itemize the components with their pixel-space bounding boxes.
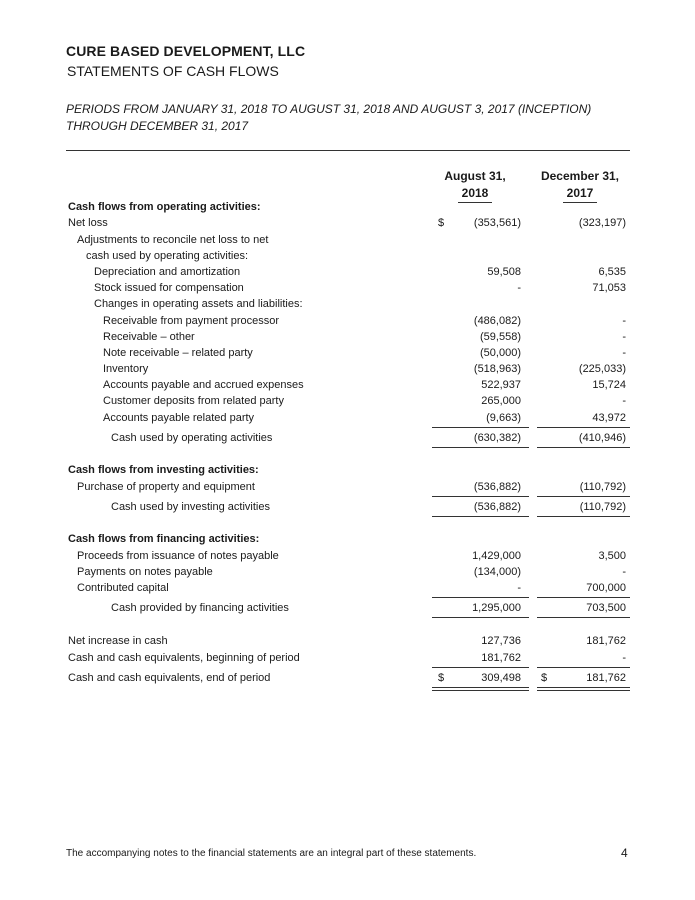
subtotal-rule: [537, 597, 630, 598]
row-label: Note receivable – related party: [103, 347, 253, 359]
table-row-subtotal: [0, 600, 695, 616]
subtotal-underline: [537, 447, 630, 448]
row-label: Cash and cash equivalents, beginning of period: [68, 652, 300, 664]
periods-line-2: THROUGH DECEMBER 31, 2017: [66, 119, 249, 133]
subtotal-rule: [432, 427, 529, 428]
value-2017: 700,000: [586, 582, 626, 594]
value-2017: -: [622, 566, 626, 578]
value-2017: 3,500: [598, 550, 626, 562]
table-row: [0, 462, 695, 478]
total-double-underline-1: [432, 687, 529, 688]
column-header-2017: [530, 168, 630, 203]
column-header-2018: [425, 168, 525, 203]
table-row-subtotal: [0, 499, 695, 515]
row-label: Accounts payable and accrued expenses: [103, 379, 304, 391]
total-rule: [537, 667, 630, 668]
value-2018: (59,558): [480, 331, 521, 343]
value-2017: 181,762: [586, 672, 626, 684]
table-row: [0, 215, 695, 231]
value-2018: 1,295,000: [472, 602, 521, 614]
subtotal-underline: [432, 447, 529, 448]
value-2017: (323,197): [578, 217, 626, 229]
value-2018: (9,663): [486, 412, 521, 424]
value-2018: (518,963): [473, 363, 521, 375]
value-2017: (410,946): [578, 432, 626, 444]
subtotal-underline: [432, 617, 529, 618]
table-row: [0, 564, 695, 580]
table-row: [0, 377, 695, 393]
value-2017: -: [622, 347, 626, 359]
section-heading-financing: Cash flows from financing activities:: [68, 533, 260, 545]
table-row: [0, 361, 695, 377]
total-rule: [432, 667, 529, 668]
value-2018: (630,382): [473, 432, 521, 444]
row-label: Payments on notes payable: [77, 566, 213, 578]
subtotal-rule: [537, 427, 630, 428]
value-2018: (353,561): [473, 217, 521, 229]
table-row: [0, 296, 695, 312]
table-row: [0, 329, 695, 345]
table-row: [0, 531, 695, 547]
footer-note: The accompanying notes to the financial statements are an integral part of these statements.: [66, 848, 477, 859]
table-row: [0, 232, 695, 248]
row-label: Net loss: [68, 217, 108, 229]
company-name: CURE BASED DEVELOPMENT, LLC: [66, 43, 306, 59]
table-row-total: [0, 670, 695, 686]
currency-symbol: $: [438, 672, 445, 684]
table-row: [0, 248, 695, 264]
value-2018: (486,082): [473, 315, 521, 327]
column-header-2018-date: August 31,: [444, 169, 506, 183]
row-label: Contributed capital: [77, 582, 169, 594]
table-row: [0, 580, 695, 596]
row-label: Changes in operating assets and liabilities:: [94, 298, 303, 310]
table-row: [0, 264, 695, 280]
subtotal-underline: [537, 617, 630, 618]
value-2018: (536,882): [473, 481, 521, 493]
row-label: Cash used by operating activities: [111, 432, 273, 444]
value-2017: 71,053: [592, 282, 626, 294]
table-row: [0, 393, 695, 409]
row-label: Inventory: [103, 363, 149, 375]
table-row: [0, 650, 695, 666]
value-2018: (50,000): [480, 347, 521, 359]
value-2017: 15,724: [592, 379, 626, 391]
subtotal-rule: [432, 597, 529, 598]
subtotal-rule: [537, 496, 630, 497]
table-row: [0, 633, 695, 649]
table-row: [0, 410, 695, 426]
value-2018: -: [517, 582, 521, 594]
table-row: [0, 313, 695, 329]
value-2017: -: [622, 315, 626, 327]
section-heading-investing: Cash flows from investing activities:: [68, 464, 259, 476]
subtotal-underline: [537, 516, 630, 517]
statement-title: STATEMENTS OF CASH FLOWS: [67, 63, 279, 79]
value-2018: (536,882): [473, 501, 521, 513]
row-label: Cash and cash equivalents, end of period: [68, 672, 271, 684]
subtotal-underline: [432, 516, 529, 517]
table-row-subtotal: [0, 430, 695, 446]
row-label: Receivable – other: [103, 331, 195, 343]
table-row: [0, 345, 695, 361]
value-2018: 59,508: [487, 266, 521, 278]
top-rule: [66, 150, 630, 151]
value-2018: 265,000: [481, 395, 521, 407]
row-label: Customer deposits from related party: [103, 395, 284, 407]
section-heading-operating: Cash flows from operating activities:: [68, 201, 261, 213]
row-label: Purchase of property and equipment: [77, 481, 255, 493]
value-2017: (225,033): [578, 363, 626, 375]
value-2018: -: [517, 282, 521, 294]
column-header-2017-year: 2017: [563, 185, 598, 203]
column-header-2018-year: 2018: [458, 185, 493, 203]
value-2017: (110,792): [579, 481, 626, 493]
page-number: 4: [621, 846, 628, 860]
subtotal-rule: [432, 496, 529, 497]
total-double-underline-1: [537, 687, 630, 688]
currency-symbol: $: [541, 672, 548, 684]
column-header-2017-date: December 31,: [540, 169, 620, 183]
value-2018: 181,762: [481, 652, 521, 664]
value-2018: 1,429,000: [472, 550, 521, 562]
row-label: Adjustments to reconcile net loss to net: [77, 234, 269, 246]
value-2017: 181,762: [586, 635, 626, 647]
value-2017: -: [622, 331, 626, 343]
row-label: Cash used by investing activities: [111, 501, 270, 513]
row-label: Cash provided by financing activities: [111, 602, 289, 614]
row-label: Stock issued for compensation: [94, 282, 244, 294]
row-label: Net increase in cash: [68, 635, 168, 647]
value-2017: 6,535: [598, 266, 626, 278]
row-label: Receivable from payment processor: [103, 315, 280, 327]
value-2018: 522,937: [481, 379, 521, 391]
value-2018: 127,736: [481, 635, 521, 647]
table-row: [0, 199, 695, 215]
table-row: [0, 548, 695, 564]
value-2017: 43,972: [592, 412, 626, 424]
value-2017: 703,500: [586, 602, 626, 614]
periods-caption: [66, 101, 626, 135]
value-2017: (110,792): [579, 501, 626, 513]
total-double-underline-2: [432, 690, 529, 691]
row-label: Depreciation and amortization: [94, 266, 241, 278]
value-2017: -: [622, 652, 626, 664]
row-label: Accounts payable related party: [103, 412, 255, 424]
periods-line-1: PERIODS FROM JANUARY 31, 2018 TO AUGUST 31, 2018 AND AUGUST 3, 2017 (INCEPTION): [66, 102, 592, 116]
table-row: [0, 479, 695, 495]
total-double-underline-2: [537, 690, 630, 691]
currency-symbol: $: [438, 217, 445, 229]
value-2018: 309,498: [481, 672, 521, 684]
row-label: cash used by operating activities:: [86, 250, 249, 262]
row-label: Proceeds from issuance of notes payable: [77, 550, 279, 562]
value-2017: -: [622, 395, 626, 407]
table-row: [0, 280, 695, 296]
value-2018: (134,000): [473, 566, 521, 578]
